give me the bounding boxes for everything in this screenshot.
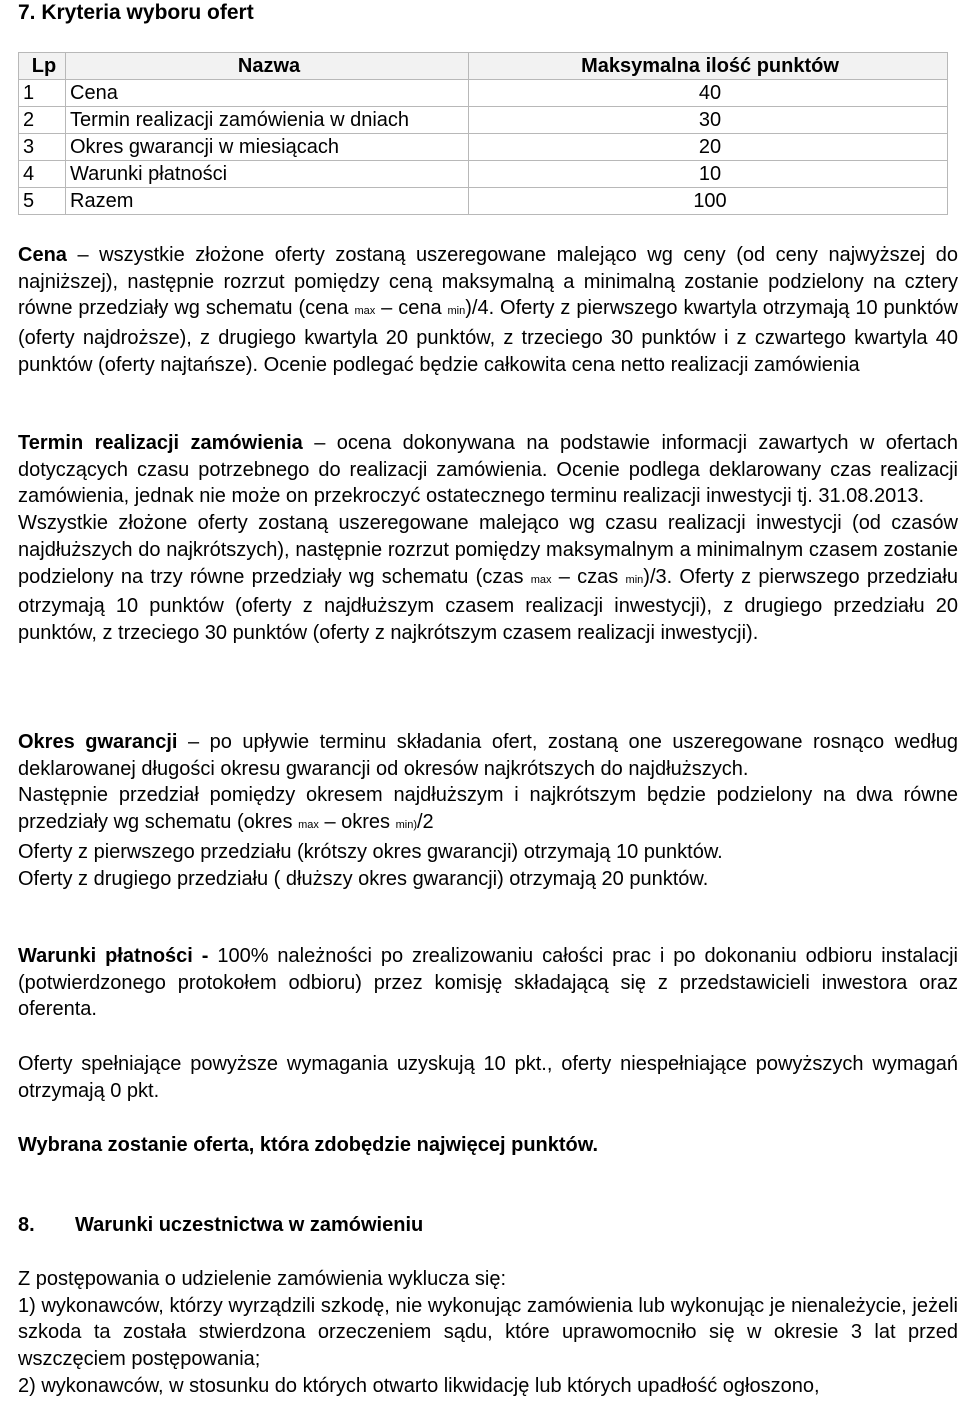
- row-points: 30: [469, 107, 948, 134]
- section-8-item-1: 1) wykonawców, którzy wyrządzili szkodę, nie wykonując zamówienia lub wykonując je nienależycie, jeżeli szkoda ta została stwierdzona orzeczeniem sądu, które uprawomocniło się w okresie 3 lat przed wszczęciem postępowania;: [18, 1294, 958, 1371]
- row-name: Termin realizacji zamówienia w dniach: [66, 107, 469, 134]
- cena-paragraph: [18, 242, 958, 379]
- termin-sub-max: max: [530, 573, 552, 586]
- row-lp: 3: [19, 134, 66, 161]
- row-points: 10: [469, 161, 948, 188]
- row-lp: 2: [19, 107, 66, 134]
- termin-text-1: – ocena dokonywana na podstawie informacji zawartych w ofertach dotyczących czasu potrzebnego do realizacji zamówienia. Ocenie podlega deklarowany czas realizacji zamówienia, jednak nie może on przekroczyć ostatecznego terminu realizacji inwestycji tj. 31.08.2013.: [18, 432, 958, 508]
- row-lp: 1: [19, 80, 66, 107]
- row-points: 40: [469, 80, 948, 107]
- okres-text-4: /2: [416, 811, 434, 834]
- warunki-label: Warunki płatności -: [18, 945, 209, 967]
- termin-sub-min: min: [625, 573, 644, 586]
- row-points: 20: [469, 134, 948, 161]
- termin-paragraph: [18, 430, 958, 647]
- warunki-paragraph: [18, 943, 958, 1023]
- section-8-title: Warunki uczestnictwa w zamówieniu: [75, 1214, 424, 1236]
- header-name: Nazwa: [66, 53, 469, 80]
- okres-paragraph: [18, 729, 958, 892]
- okres-label: Okres gwarancji: [18, 731, 178, 753]
- table-row: [19, 107, 948, 134]
- row-name: Cena: [66, 80, 469, 107]
- section-8-number: 8.: [18, 1214, 35, 1236]
- table-row: [19, 134, 948, 161]
- termin-text-4: )/3. Oferty z pierwszego przedziału otrzymają 10 punktów (oferty z najdłuższym czasem realizacji inwestycji), z drugiego przedziału 20 punktów, z trzeciego 30 punktów (oferty z najkrótszym czasem realizacji inwestycji).: [18, 565, 958, 644]
- termin-label: Termin realizacji zamówienia: [18, 432, 303, 454]
- warunki-text: 100% należności po zrealizowaniu całości prac i po dokonaniu odbioru instalacji (potwierdzonego protokołem odbioru) przez komisję składającą się z przedstawicieli inwestora oraz oferenta.: [18, 945, 958, 1021]
- okres-text-5: Oferty z pierwszego przedziału (krótszy okres gwarancji) otrzymają 10 punktów.: [18, 840, 723, 863]
- table-header-row: [19, 53, 948, 80]
- section-7-heading: 7. Kryteria wyboru ofert: [18, 1, 254, 24]
- okres-text-6: Oferty z drugiego przedziału ( dłuższy okres gwarancji) otrzymają 20 punktów.: [18, 867, 709, 890]
- oferty-paragraph: [18, 1051, 958, 1104]
- wybrana-paragraph: [18, 1132, 958, 1159]
- row-name: Okres gwarancji w miesiącach: [66, 134, 469, 161]
- section-8-item-2: 2) wykonawców, w stosunku do których otwarto likwidację lub których upadłość ogłoszono,: [18, 1374, 820, 1397]
- cena-text-2: – cena: [375, 297, 448, 320]
- okres-text-2: Następnie przedział pomiędzy okresem najdłuższym i najkrótszym będzie podzielony na dwa równe przedziały wg schematu (okres: [18, 784, 958, 834]
- row-name: Warunki płatności: [66, 161, 469, 188]
- header-lp: Lp: [19, 53, 66, 80]
- oferty-text: Oferty spełniające powyższe wymagania uzyskują 10 pkt., oferty niespełniające powyższych wymagań otrzymają 0 pkt.: [18, 1053, 958, 1102]
- okres-sub-min: min): [395, 819, 417, 832]
- okres-text-1: – po upływie terminu składania ofert, zostaną one uszeregowane rosnąco według deklarowanej długości okresu gwarancji od okresów najkrótszych do najdłuższych.: [18, 731, 958, 780]
- criteria-table: [18, 52, 948, 215]
- cena-sub-max: max: [354, 305, 376, 318]
- termin-text-2: Wszystkie złożone oferty zostaną uszeregowane malejąco wg czasu realizacji inwestycji (od czasów najdłuższych do najkrótszych), następnie rozrzut pomiędzy maksymalnym a minimalnym czasem zostanie podzielony na trzy równe przedziały wg schematu (czas: [18, 512, 958, 588]
- table-row: [19, 80, 948, 107]
- section-8-intro: Z postępowania o udzielenie zamówienia wyklucza się:: [18, 1268, 507, 1290]
- section-8-body: [18, 1266, 958, 1400]
- cena-label: Cena: [18, 244, 67, 266]
- wybrana-text: Wybrana zostanie oferta, która zdobędzie najwięcej punktów.: [18, 1134, 599, 1156]
- okres-sub-max: max: [298, 819, 319, 832]
- okres-text-3: – okres: [318, 811, 396, 834]
- header-max-points: Maksymalna ilość punktów: [469, 53, 948, 80]
- termin-text-3: – czas: [551, 565, 626, 588]
- table-row: [19, 161, 948, 188]
- table-row: [19, 188, 948, 215]
- row-lp: 5: [19, 188, 66, 215]
- row-points: 100: [469, 188, 948, 215]
- row-lp: 4: [19, 161, 66, 188]
- cena-text-1: – wszystkie złożone oferty zostaną uszeregowane malejąco wg ceny (od ceny najwyższej do najniższej), następnie rozrzut pomiędzy ceną maksymalną a minimalną zostanie podzielony na cztery równe przedziały wg schematu (cena: [18, 244, 958, 320]
- row-name: Razem: [66, 188, 469, 215]
- cena-text-3: )/4. Oferty z pierwszego kwartyla otrzymają 10 punktów (oferty najdroższe), z drugiego kwartyla 20 punktów, z trzeciego 30 punktów i z czwartego kwartyla 40 punktów (oferty najtańsze). Ocenie podlegać będzie całkowita cena netto realizacji zamówienia: [18, 297, 958, 376]
- section-8-heading: [18, 1212, 423, 1238]
- cena-sub-min: min: [447, 305, 466, 318]
